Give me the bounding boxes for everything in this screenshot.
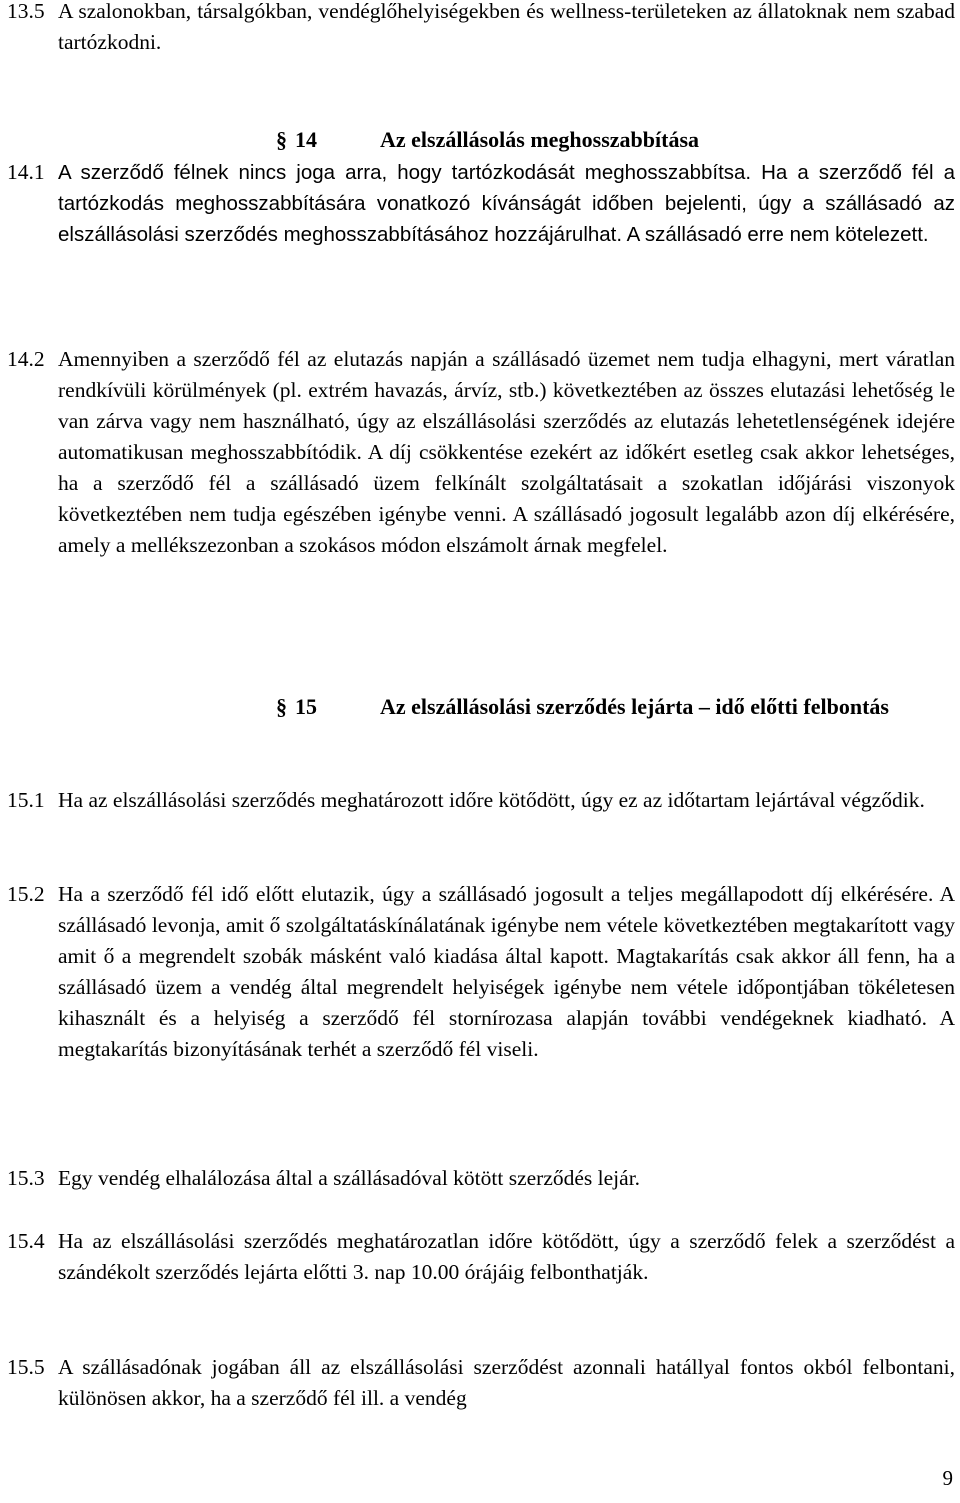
paragraph-13-5 <box>7 0 955 58</box>
paragraph-text: Ha az elszállásolási szerződés meghatározatlan időre kötődött, úgy a szerződő felek a szerződést a szándékolt szerződés lejárta előtti 3. nap 10.00 órájáig felbonthatják. <box>58 1229 955 1284</box>
section-title: Az elszállásolási szerződés lejárta – idő előtti felbontás <box>380 694 889 719</box>
paragraph-15-4 <box>7 1226 955 1288</box>
section-title: Az elszállásolás meghosszabbítása <box>380 127 699 152</box>
paragraph-text: Amennyiben a szerződő fél az elutazás napján a szállásadó üzemet nem tudja elhagyni, mert váratlan rendkívüli körülmények (pl. extrém havazás, árvíz, stb.) következtében az összes elutazási lehetőség le van zárva vagy nem használható, úgy az elszállásolási szerződés az elutazás lehetetlenségének idejére automatikusan meghosszabbítódik. A díj csökkentése ezekért az időkért esetleg csak akkor lehetséges, ha a szerződő fél a szállásadó üzem felkínált szolgáltatásait a szokatlan időjárási viszonyok következtében nem tudja egészében igénybe venni. A szállásadó jogosult legalább azon díj elkérésére, amely a mellékszezonban a szokásos módon elszámolt árnak megfelel. <box>58 347 955 557</box>
paragraph-number: 15.3 <box>7 1166 45 1190</box>
paragraph-text: Egy vendég elhalálozása által a szállásadóval kötött szerződés lejár. <box>58 1166 641 1190</box>
paragraph-number: 15.2 <box>7 882 45 906</box>
paragraph-15-2 <box>7 879 955 1065</box>
paragraph-15-5 <box>7 1352 955 1414</box>
paragraph-number: 15.1 <box>7 788 45 812</box>
paragraph-text: Ha az elszállásolási szerződés meghatározott időre kötődött, úgy ez az időtartam lejártával végződik. <box>58 788 925 812</box>
paragraph-text: A szállásadónak jogában áll az elszállásolási szerződést azonnali hatállyal fontos okból felbontani, különösen akkor, ha a szerződő fél ill. a vendég <box>58 1355 955 1410</box>
paragraph-15-1 <box>7 785 955 816</box>
paragraph-number: 15.4 <box>7 1229 45 1253</box>
paragraph-15-3 <box>7 1163 955 1194</box>
section-number: 15 <box>295 694 317 719</box>
section-sign: § <box>276 694 287 719</box>
section-number: 14 <box>295 127 317 152</box>
section-sign: § <box>276 127 287 152</box>
paragraph-14-2 <box>7 344 955 561</box>
paragraph-text: A szerződő félnek nincs joga arra, hogy tartózkodását meghosszabbítsa. Ha a szerződő fél a tartózkodás meghosszabbítására vonatkozó kívánságát időben bejelenti, úgy a szállásadó az elszállásolási szerződés meghosszabbításához hozzájárulhat. A szállásadó erre nem kötelezett. <box>58 161 955 246</box>
paragraph-number: 14.2 <box>7 347 45 371</box>
paragraph-number: 15.5 <box>7 1355 45 1379</box>
paragraph-number: 14.1 <box>7 160 45 184</box>
paragraph-14-1 <box>7 157 955 250</box>
paragraph-number: 13.5 <box>7 0 45 23</box>
paragraph-text: A szalonokban, társalgókban, vendéglőhelyiségekben és wellness-területeken az állatoknak nem szabad tartózkodni. <box>58 0 955 54</box>
page-number: 9 <box>942 1466 953 1490</box>
paragraph-text: Ha a szerződő fél idő előtt elutazik, úgy a szállásadó jogosult a teljes megállapodott díj elkérésére. A szállásadó levonja, amit ő szolgáltatáskínálatának igénybe nem vétele következtében megtakarított vagy amit ő a megrendelt szobák másként való kiadása által kapott. Magtakarítás csak akkor áll fenn, ha a szállásadó üzem a vendég által megrendelt helyiségek igénybe nem vétele időpontjában tökéletesen kihasznált és a helyiség a szerződő fél stornírozasa alapján további vendégeknek kiadható. A megtakarítás bizonyításának terhét a szerződő fél viseli. <box>58 882 955 1061</box>
